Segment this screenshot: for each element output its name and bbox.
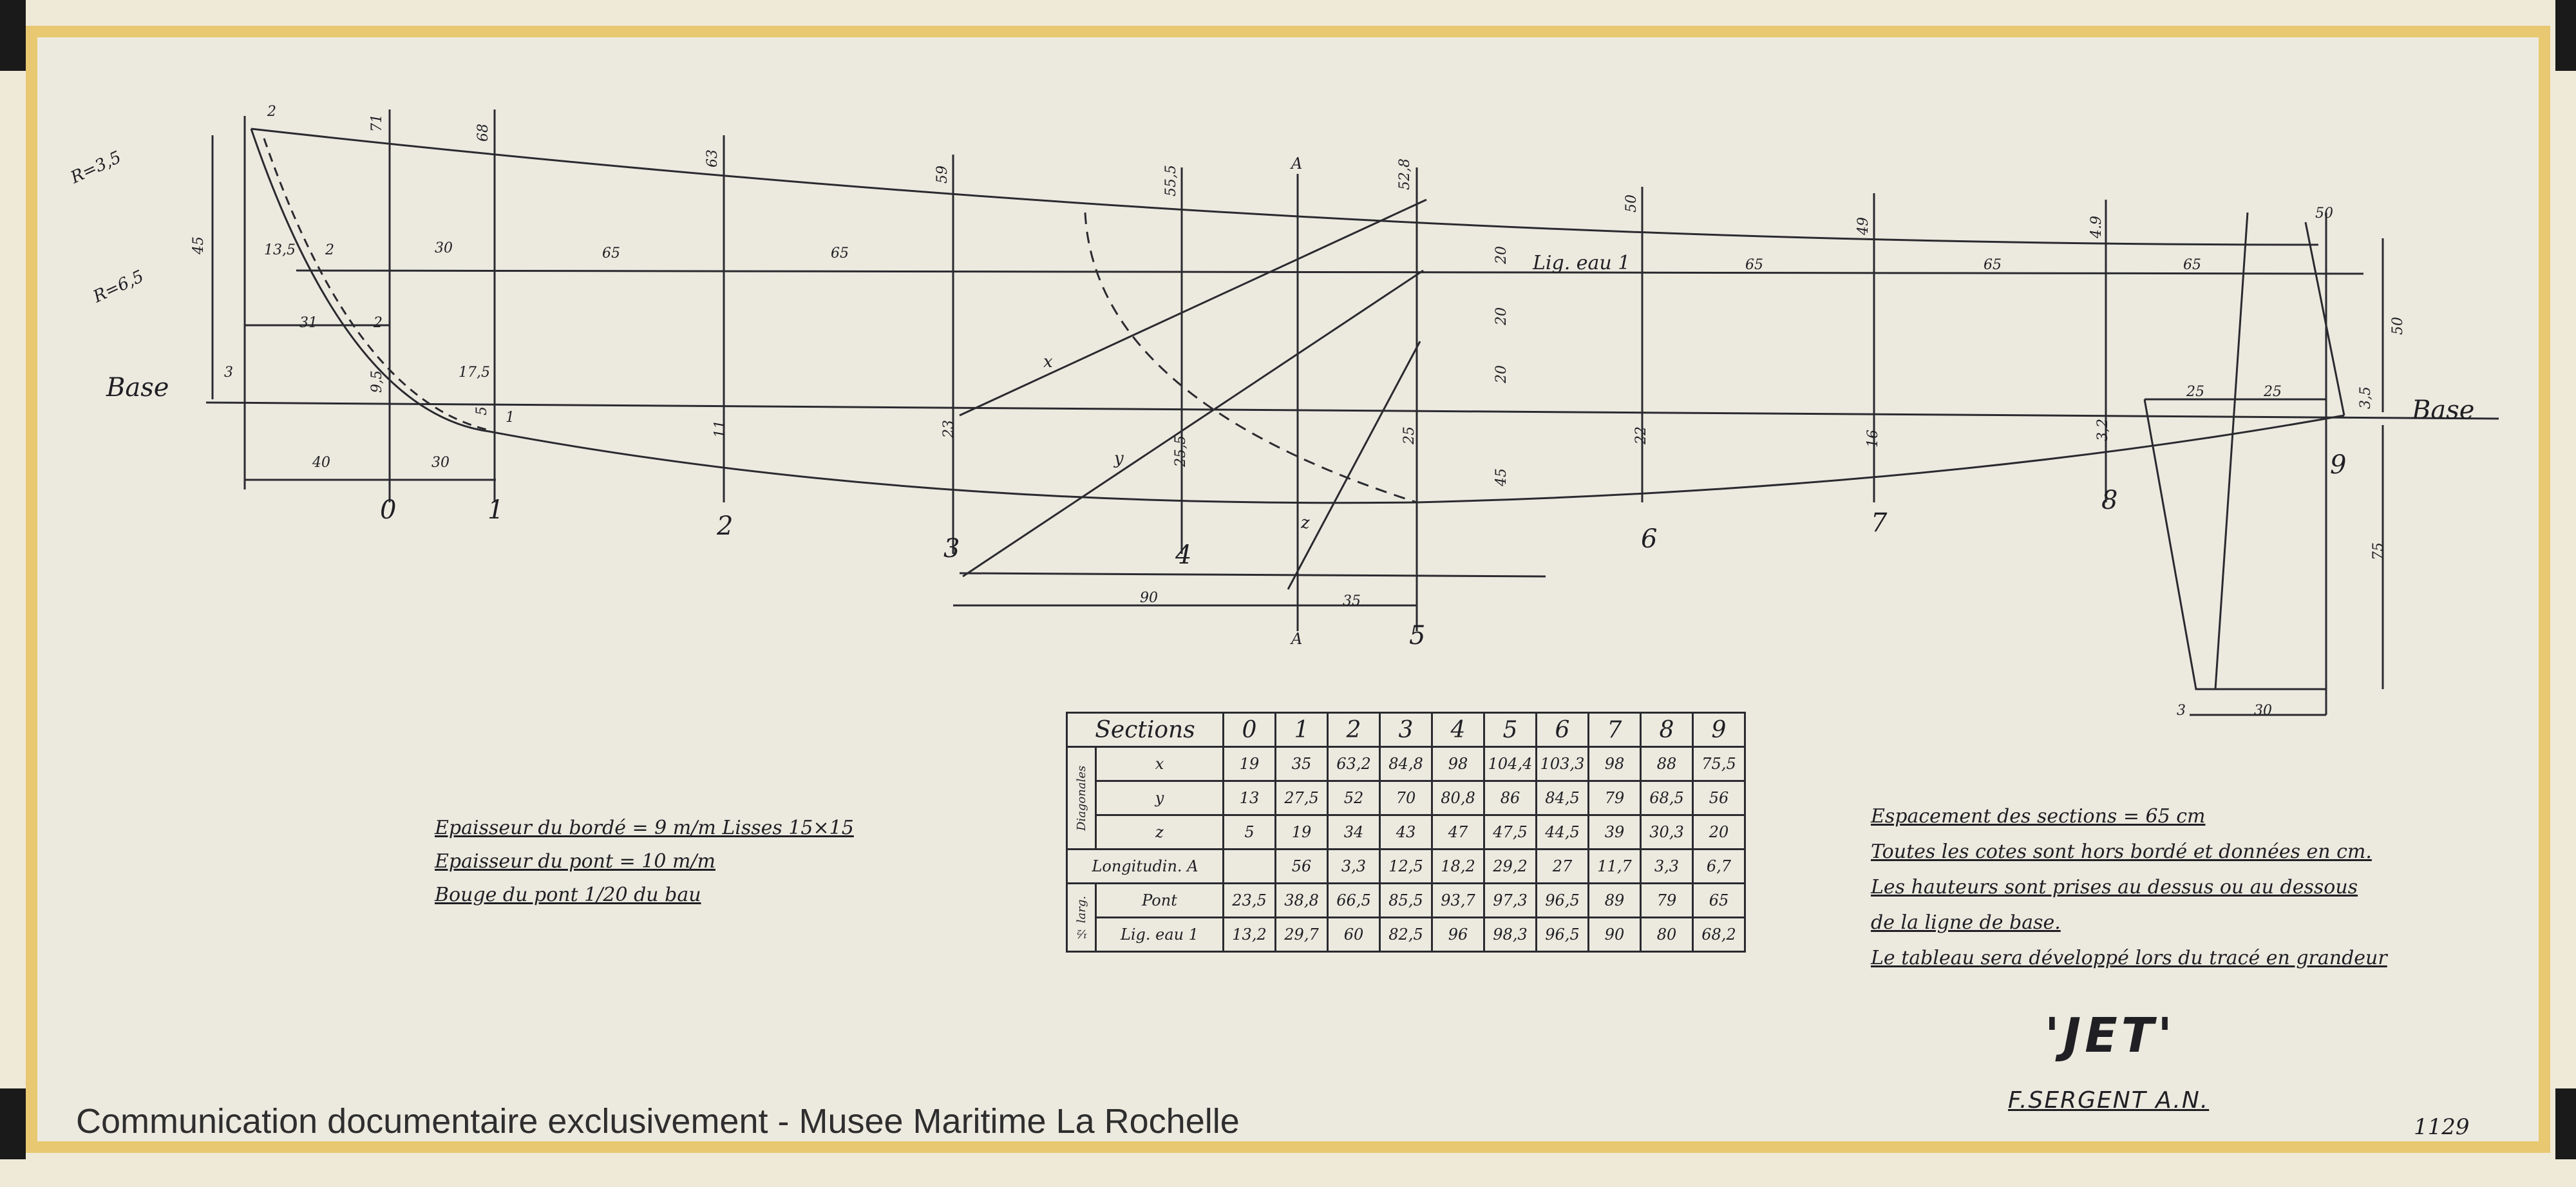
dim-label: 25,5 — [1173, 435, 1189, 467]
radius-label-mid: R=6,5 — [90, 267, 147, 307]
table-col-header: 1 — [1276, 713, 1328, 747]
radius-label-top: R=3,5 — [68, 147, 124, 188]
dim-label: 1 — [506, 410, 515, 426]
section-a-bottom: A — [1291, 630, 1303, 648]
base-line — [206, 403, 2499, 419]
base-label-left: Base — [106, 373, 169, 403]
diagonal-y-label: y — [1114, 449, 1124, 468]
dim-label: 65 — [602, 245, 620, 261]
dim-label: 3 — [224, 365, 233, 381]
quote-mark: ' — [2045, 1008, 2063, 1063]
table-cell: 44,5 — [1537, 815, 1589, 850]
table-cell: 13 — [1224, 781, 1276, 815]
diagonal-z-label: z — [1301, 513, 1310, 533]
dim-label: 52,8 — [1397, 158, 1413, 190]
table-col-header: 6 — [1537, 713, 1589, 747]
dim-label: 35 — [1343, 593, 1361, 609]
dim-label: 20 — [1493, 307, 1510, 325]
dim-label: 3,2 — [2095, 419, 2111, 441]
row-label: z — [1096, 815, 1224, 850]
table-cell: 20 — [1693, 815, 1745, 850]
note-left: Epaisseur du bordé = 9 m/m Lisses 15×15 — [435, 817, 854, 839]
note-right: de la ligne de base. — [1871, 911, 2061, 934]
dim-label: 40 — [312, 455, 330, 471]
section-a-top: A — [1291, 155, 1303, 173]
table-cell: 52 — [1328, 781, 1380, 815]
dim-label: 65 — [2183, 257, 2201, 273]
table-cell: 5 — [1224, 815, 1276, 850]
dim-label: 2 — [325, 242, 334, 258]
boat-name-text: JET — [2063, 1008, 2158, 1063]
dim-label: 65 — [1984, 257, 2002, 273]
section-label: 2 — [717, 511, 734, 541]
table-cell — [1224, 850, 1276, 884]
table-cell: 47 — [1432, 815, 1484, 850]
dim-label: 30 — [2254, 703, 2272, 719]
section-label: 4 — [1175, 540, 1192, 570]
table-cell: 93,7 — [1432, 884, 1484, 918]
dim-label: 71 — [369, 114, 385, 132]
table-cell: 98 — [1589, 747, 1641, 781]
table-cell: 38,8 — [1276, 884, 1328, 918]
table-row — [1067, 918, 1745, 952]
table-row — [1067, 781, 1745, 815]
table-cell: 30,3 — [1641, 815, 1693, 850]
table-cell: 34 — [1328, 815, 1380, 850]
table-header-label: Sections — [1067, 713, 1224, 747]
dim-label: 65 — [1745, 257, 1763, 273]
table-col-header: 3 — [1380, 713, 1432, 747]
table-cell: 27,5 — [1276, 781, 1328, 815]
dim-label: 68 — [475, 124, 491, 142]
dim-label: 59 — [934, 166, 951, 184]
dim-label: 25 — [2186, 384, 2204, 400]
table-cell: 63,2 — [1328, 747, 1380, 781]
table-cell: 47,5 — [1484, 815, 1537, 850]
table-cell: 27 — [1537, 850, 1589, 884]
note-right: Les hauteurs sont prises au dessus ou au dessous — [1871, 876, 2358, 898]
section-label: 1 — [488, 495, 504, 525]
table-cell: 85,5 — [1380, 884, 1432, 918]
section-label: 6 — [1641, 524, 1658, 554]
boat-name — [2045, 1008, 2176, 1063]
table-cell: 86 — [1484, 781, 1537, 815]
table-cell: 80,8 — [1432, 781, 1484, 815]
dim-label: 45 — [191, 236, 207, 254]
half-breadth-dashed — [1085, 213, 1417, 502]
table-cell: 104,4 — [1484, 747, 1537, 781]
table-cell: 19 — [1224, 747, 1276, 781]
table-cell: 56 — [1276, 850, 1328, 884]
table-col-header: 5 — [1484, 713, 1537, 747]
dim-label: 3,5 — [2358, 386, 2374, 409]
table-cell: 75,5 — [1693, 747, 1745, 781]
table-cell: 68,5 — [1641, 781, 1693, 815]
section-label: 8 — [2101, 486, 2118, 515]
table-cell: 68,2 — [1693, 918, 1745, 952]
table-cell: 3,3 — [1328, 850, 1380, 884]
dim-label: 2 — [267, 104, 276, 120]
table-cell: 35 — [1276, 747, 1328, 781]
table-col-header: 7 — [1589, 713, 1641, 747]
table-cell: 70 — [1380, 781, 1432, 815]
note-right: Le tableau sera développé lors du tracé en grandeur — [1871, 947, 2387, 969]
sheer-line — [251, 129, 2318, 245]
table-cell: 29,2 — [1484, 850, 1537, 884]
watermark: Communication documentaire exclusivement - Musee Maritime La Rochelle — [76, 1102, 1240, 1141]
dim-label: 30 — [435, 240, 453, 256]
base-label-right: Base — [2412, 395, 2475, 425]
dim-label: 16 — [1865, 430, 1881, 448]
table-col-header: 0 — [1224, 713, 1276, 747]
section-label: 5 — [1409, 621, 1426, 650]
row-label: x — [1096, 747, 1224, 781]
waterline-label: Lig. eau 1 — [1533, 252, 1631, 274]
table-cell: 84,5 — [1537, 781, 1589, 815]
note-left: Epaisseur du pont = 10 m/m — [435, 850, 715, 873]
dim-label: 90 — [1140, 590, 1158, 606]
table-cell: 103,3 — [1537, 747, 1589, 781]
dim-label: 49 — [1855, 217, 1871, 235]
dim-label: 13,5 — [264, 242, 296, 258]
dim-label: 55,5 — [1163, 165, 1179, 196]
dim-label: 31 — [299, 315, 317, 331]
table-cell: 96 — [1432, 918, 1484, 952]
table-cell: 88 — [1641, 747, 1693, 781]
table-cell: 13,2 — [1224, 918, 1276, 952]
dim-label: 9,5 — [369, 370, 385, 393]
dim-label: 3 — [2177, 703, 2186, 719]
table-cell: 82,5 — [1380, 918, 1432, 952]
dim-label: 17,5 — [459, 365, 490, 381]
table-cell: 98 — [1432, 747, 1484, 781]
row-label: Longitudin. A — [1067, 850, 1224, 884]
table-cell: 79 — [1589, 781, 1641, 815]
table-cell: 39 — [1589, 815, 1641, 850]
diagonal-z — [1288, 341, 1420, 589]
table-cell: 80 — [1641, 918, 1693, 952]
dim-label: 11 — [712, 420, 728, 438]
table-col-header: 2 — [1328, 713, 1380, 747]
offsets-table — [1066, 712, 1746, 953]
table-row — [1067, 747, 1745, 781]
table-cell: 43 — [1380, 815, 1432, 850]
table-row — [1067, 850, 1745, 884]
dim-label: 20 — [1493, 365, 1510, 383]
table-row — [1067, 884, 1745, 918]
table-cell: 11,7 — [1589, 850, 1641, 884]
section-label: 3 — [943, 534, 960, 564]
section-label: 7 — [1871, 508, 1888, 538]
dim-label: 50 — [1624, 195, 1640, 213]
quote-mark: ' — [2157, 1008, 2176, 1063]
table-cell: 6,7 — [1693, 850, 1745, 884]
note-right: Toutes les cotes sont hors bordé et données en cm. — [1871, 840, 2372, 863]
table-cell: 90 — [1589, 918, 1641, 952]
note-right: Espacement des sections = 65 cm — [1871, 805, 2206, 828]
dim-label: 45 — [1493, 468, 1510, 486]
diagonal-y — [963, 271, 1423, 576]
table-cell: 3,3 — [1641, 850, 1693, 884]
table-cell: 66,5 — [1328, 884, 1380, 918]
dim-label: 2 — [374, 315, 383, 331]
table-cell: 23,5 — [1224, 884, 1276, 918]
dim-label: 25 — [2264, 384, 2282, 400]
row-label: Pont — [1096, 884, 1224, 918]
table-cell: 18,2 — [1432, 850, 1484, 884]
dim-label: 75 — [2371, 542, 2387, 560]
table-cell: 96,5 — [1537, 884, 1589, 918]
waterline — [296, 271, 2363, 274]
dim-label: 50 — [2315, 205, 2333, 222]
dim-label: 63 — [705, 149, 721, 167]
table-cell: 12,5 — [1380, 850, 1432, 884]
table-col-header: 9 — [1693, 713, 1745, 747]
table-col-header: 4 — [1432, 713, 1484, 747]
table-row — [1067, 815, 1745, 850]
table-cell: 56 — [1693, 781, 1745, 815]
table-cell: 89 — [1589, 884, 1641, 918]
sheet-number: 1129 — [2414, 1114, 2470, 1140]
table-cell: 97,3 — [1484, 884, 1537, 918]
table-cell: 60 — [1328, 918, 1380, 952]
dim-label: 50 — [2390, 317, 2406, 335]
table-cell: 19 — [1276, 815, 1328, 850]
row-label: y — [1096, 781, 1224, 815]
dim-label: 30 — [431, 455, 450, 471]
table-cell: 29,7 — [1276, 918, 1328, 952]
row-label: Lig. eau 1 — [1096, 918, 1224, 952]
dim-label: 22 — [1633, 426, 1649, 444]
table-cell: 65 — [1693, 884, 1745, 918]
dim-label: 20 — [1493, 246, 1510, 264]
diagonal-x — [960, 200, 1426, 415]
diagonal-x-label: x — [1043, 352, 1053, 372]
dim-label: 65 — [831, 245, 849, 261]
table-cell: 96,5 — [1537, 918, 1589, 952]
section-label: 9 — [2330, 450, 2347, 480]
table-cell: 84,8 — [1380, 747, 1432, 781]
dim-label: 5 — [474, 406, 490, 415]
author-signature: F.SERGENT A.N. — [2008, 1087, 2210, 1114]
table-col-header: 8 — [1641, 713, 1693, 747]
dim-label: 25 — [1401, 426, 1417, 444]
section-label: 0 — [380, 495, 397, 525]
table-cell: 79 — [1641, 884, 1693, 918]
transom-outline — [2145, 213, 2347, 689]
dim-label: 4.9 — [2088, 216, 2105, 238]
note-left: Bouge du pont 1/20 du bau — [435, 884, 701, 906]
dim-label: 23 — [941, 420, 957, 438]
diagonales-label: Diagonales — [1067, 747, 1096, 850]
half-breadth-label: ½ larg. — [1067, 884, 1096, 952]
table-cell: 98,3 — [1484, 918, 1537, 952]
